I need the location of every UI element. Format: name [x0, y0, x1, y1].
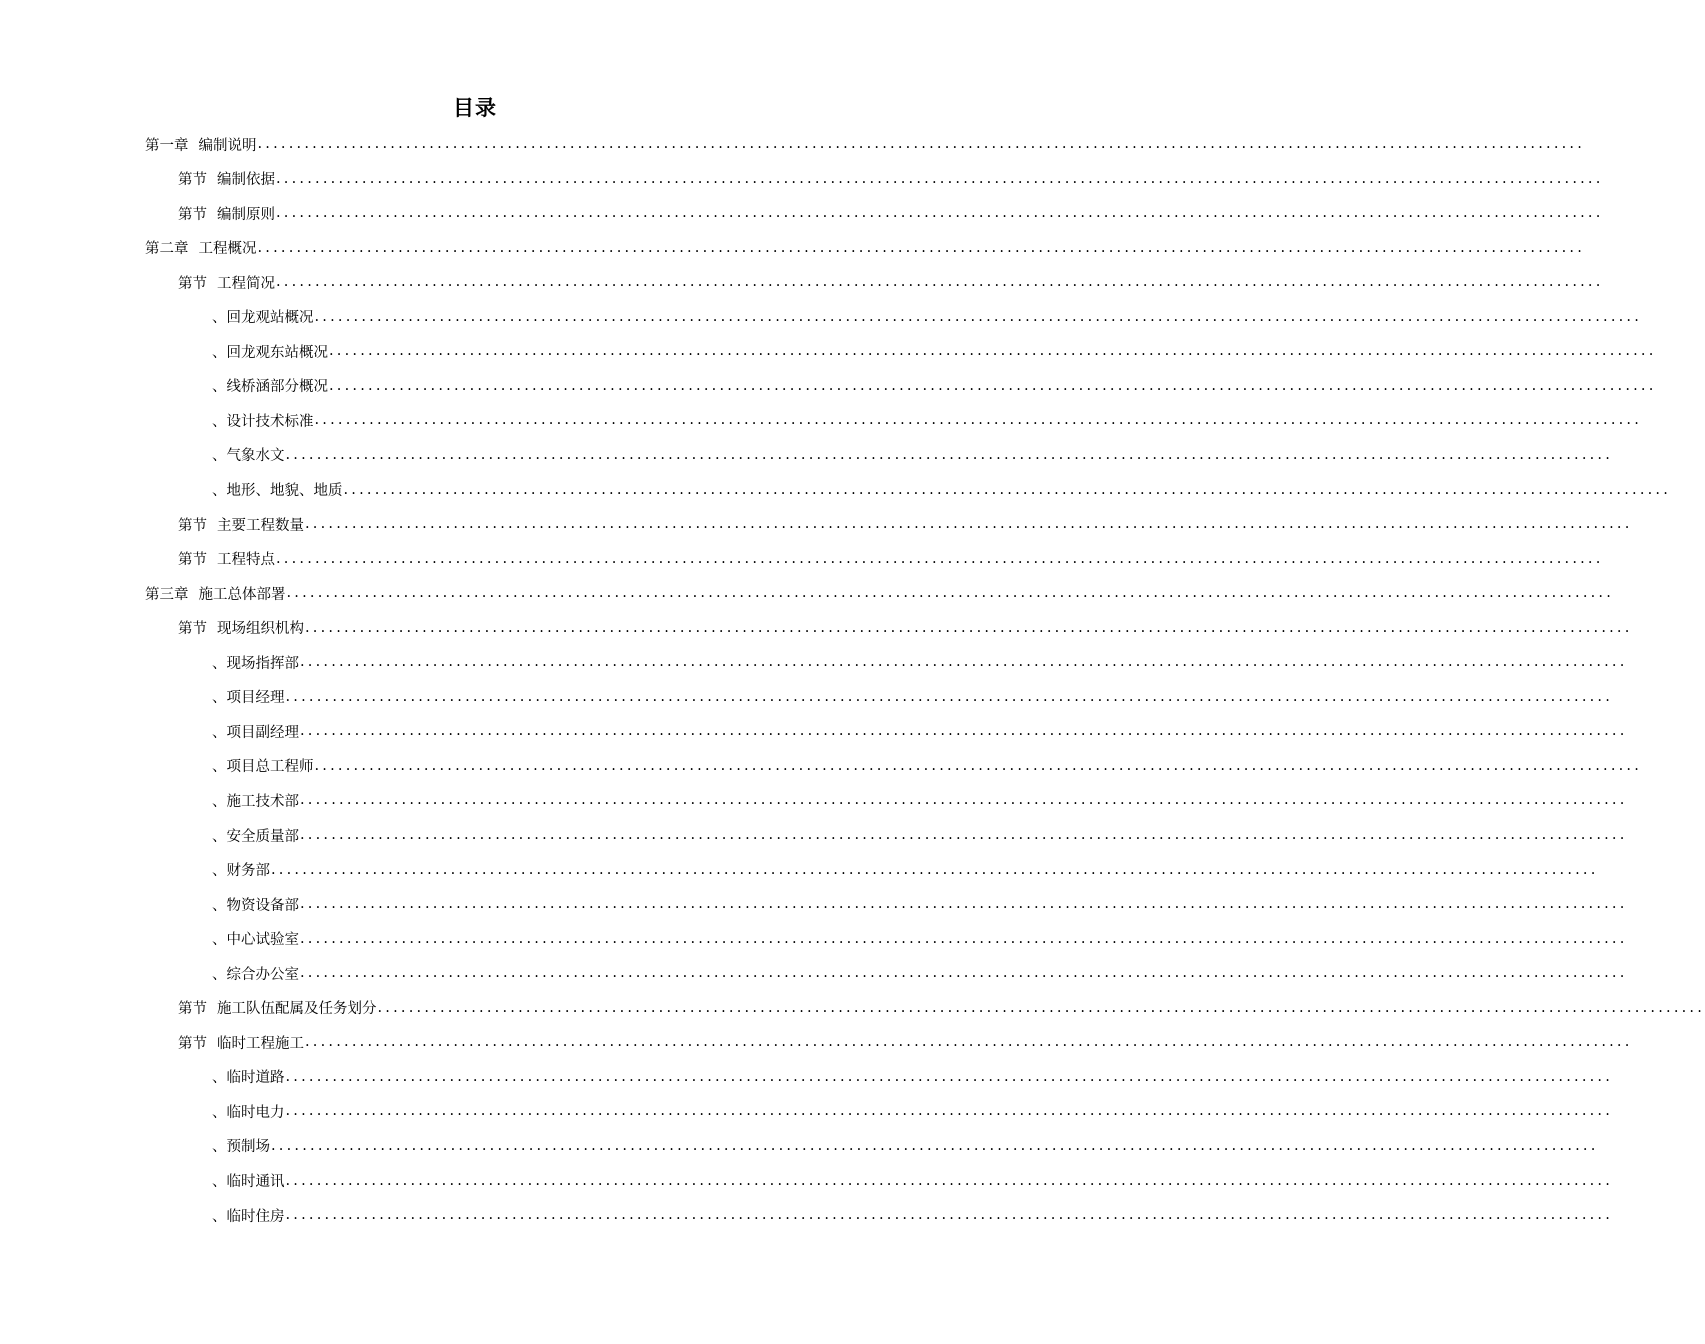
- toc-entry-number: 、: [212, 793, 227, 810]
- toc-dot-leader: ..........................................................................................................................................................................: [271, 1137, 1599, 1154]
- toc-entry[interactable]: [178, 507, 1633, 541]
- toc-entry[interactable]: [178, 991, 1705, 1025]
- toc-dot-leader: ..........................................................................................................................................................................: [314, 757, 1643, 774]
- toc-entry-number: 、: [212, 1070, 227, 1087]
- toc-entry[interactable]: [212, 922, 1628, 956]
- toc-entry[interactable]: [145, 576, 1615, 610]
- toc-entry[interactable]: [178, 265, 1604, 299]
- toc-dot-leader: ..........................................................................................................................................................................: [300, 965, 1628, 982]
- toc-entry[interactable]: [212, 473, 1672, 507]
- toc-entry-title: 临时通讯: [226, 1174, 285, 1190]
- toc-entry-title: 施工总体部署: [198, 586, 286, 603]
- toc-entry-title: 施工队伍配属及任务划分: [217, 1001, 377, 1018]
- toc-entry-number: 第节: [178, 517, 207, 534]
- toc-dot-leader: ..........................................................................................................................................................................: [300, 654, 1628, 671]
- toc-entry-number: 第二章: [145, 241, 189, 258]
- toc-entry-title: 项目副经理: [226, 724, 299, 741]
- toc-entry-title: 中心试验室: [226, 932, 299, 949]
- toc-entry[interactable]: [212, 438, 1614, 472]
- toc-entry-title: 气象水文: [226, 448, 285, 465]
- toc-dot-leader: ..........................................................................................................................................................................: [329, 343, 1657, 360]
- toc-entry-title: 设计技术标准: [226, 413, 314, 430]
- toc-entry-title: 临时住房: [226, 1208, 285, 1225]
- toc-entry-number: 第节: [178, 1035, 207, 1052]
- toc-dot-leader: ..........................................................................................................................................................................: [271, 861, 1599, 878]
- toc-dot-leader: ..........................................................................................................................................................................: [276, 550, 1604, 567]
- toc-entry[interactable]: [212, 369, 1657, 403]
- toc-entry[interactable]: [212, 956, 1628, 990]
- toc-dot-leader: ..........................................................................................................................................................................: [285, 1207, 1614, 1224]
- toc-dot-leader: ..........................................................................................................................................................................: [305, 516, 1633, 533]
- toc-entry-number: 、: [212, 897, 227, 914]
- toc-entry[interactable]: [212, 403, 1643, 437]
- toc-entry-title: 现场组织机构: [217, 621, 304, 638]
- toc-dot-leader: ..........................................................................................................................................................................: [285, 688, 1614, 705]
- toc-entry[interactable]: [212, 680, 1614, 714]
- toc-dot-leader: ..........................................................................................................................................................................: [257, 136, 1586, 152]
- toc-entry-number: 、: [212, 483, 227, 499]
- toc-entry-title: 编制说明: [198, 137, 257, 154]
- toc-dot-leader: ..........................................................................................................................................................................: [285, 446, 1614, 463]
- toc-entry-title: 安全质量部: [226, 828, 299, 845]
- toc-entry-title: 财务部: [226, 863, 270, 880]
- toc-dot-leader: ..........................................................................................................................................................................: [305, 619, 1633, 636]
- toc-entry-number: 第节: [178, 172, 207, 189]
- toc-entry[interactable]: [212, 818, 1628, 852]
- toc-entry[interactable]: [212, 334, 1657, 368]
- toc-entry-number: 、: [212, 724, 227, 741]
- toc-entry-title: 临时电力: [226, 1104, 285, 1121]
- toc-dot-leader: ..........................................................................................................................................................................: [285, 1068, 1614, 1085]
- toc-entry-number: 第节: [178, 1001, 207, 1018]
- toc-dot-leader: ..........................................................................................................................................................................: [329, 377, 1657, 394]
- toc-entry-number: 、: [212, 448, 227, 465]
- toc-entry-number: 、: [212, 932, 227, 949]
- toc-entry[interactable]: [212, 1060, 1614, 1094]
- toc-entry-number: 第节: [178, 552, 207, 569]
- toc-entry-title: 编制原则: [217, 206, 275, 223]
- toc-entry-title: 回龙观站概况: [226, 310, 314, 327]
- toc-dot-leader: ..........................................................................................................................................................................: [285, 1103, 1614, 1120]
- page-title: 目录: [453, 96, 497, 120]
- toc-entry-number: 第节: [178, 206, 207, 223]
- toc-dot-leader: ..........................................................................................................................................................................: [276, 274, 1604, 291]
- toc-entry-title: 编制依据: [217, 172, 275, 189]
- toc-dot-leader: ..........................................................................................................................................................................: [300, 930, 1628, 947]
- toc-entry[interactable]: [212, 1164, 1614, 1198]
- toc-entry-title: 线桥涵部分概况: [226, 379, 328, 396]
- toc-entry-number: 、: [212, 690, 227, 707]
- toc-entry-number: 、: [212, 828, 227, 845]
- toc-dot-leader: ..........................................................................................................................................................................: [286, 585, 1615, 602]
- toc-entry-number: 、: [212, 1208, 227, 1225]
- toc-entry-number: 第节: [178, 275, 207, 292]
- toc-entry-number: 、: [212, 379, 227, 396]
- toc-entry-title: 项目经理: [226, 690, 285, 707]
- toc-entry[interactable]: [178, 162, 1604, 196]
- toc-entry-title: 施工技术部: [226, 793, 299, 810]
- toc-entry-title: 工程特点: [217, 552, 275, 569]
- toc-entry[interactable]: [212, 714, 1628, 748]
- toc-entry[interactable]: [178, 1025, 1633, 1059]
- toc-entry-number: 、: [212, 759, 227, 776]
- toc-dot-leader: ..........................................................................................................................................................................: [285, 1172, 1614, 1189]
- toc-entry[interactable]: [212, 1198, 1614, 1232]
- toc-entry-number: 、: [212, 1104, 227, 1121]
- toc-entry-title: 项目总工程师: [226, 759, 314, 776]
- toc-entry[interactable]: [212, 853, 1599, 887]
- toc-entry-number: 第节: [178, 621, 207, 638]
- toc-entry-title: 工程简况: [217, 275, 275, 292]
- toc-entry[interactable]: [212, 749, 1643, 783]
- toc-entry-title: 主要工程数量: [217, 517, 304, 534]
- toc-entry-number: 、: [212, 413, 227, 430]
- toc-dot-leader: ..........................................................................................................................................................................: [300, 827, 1628, 843]
- toc-entry-title: 临时工程施工: [217, 1035, 304, 1052]
- toc-entry[interactable]: [145, 231, 1586, 265]
- toc-entry-number: 、: [212, 1139, 227, 1156]
- toc-dot-leader: ..........................................................................................................................................................................: [314, 412, 1643, 429]
- toc-entry-number: 、: [212, 1174, 227, 1190]
- toc-entry[interactable]: [145, 127, 1586, 161]
- toc-entry-number: 第三章: [145, 586, 189, 603]
- toc-entry-number: 、: [212, 655, 227, 672]
- toc-entry[interactable]: [212, 645, 1628, 679]
- toc-dot-leader: ..........................................................................................................................................................................: [300, 792, 1628, 809]
- toc-dot-leader: ..........................................................................................................................................................................: [300, 723, 1628, 740]
- toc-entry[interactable]: [212, 1094, 1614, 1128]
- toc-entry-title: 临时道路: [226, 1070, 285, 1087]
- toc-dot-leader: ..........................................................................................................................................................................: [276, 205, 1604, 222]
- toc-entry-title: 物资设备部: [226, 897, 299, 914]
- toc-dot-leader: ..........................................................................................................................................................................: [314, 308, 1643, 325]
- toc-entry[interactable]: [212, 300, 1643, 334]
- toc-entry-number: 第一章: [145, 137, 189, 154]
- toc-entry-number: 、: [212, 344, 227, 361]
- toc-entry[interactable]: [212, 1129, 1599, 1163]
- toc-dot-leader: ..........................................................................................................................................................................: [377, 999, 1705, 1016]
- toc-entry-title: 工程概况: [198, 241, 257, 258]
- toc-entry[interactable]: [178, 196, 1604, 230]
- toc-entry-number: 、: [212, 966, 227, 983]
- toc-entry[interactable]: [178, 611, 1633, 645]
- toc-entry-title: 回龙观东站概况: [226, 344, 328, 361]
- toc-entry-number: 、: [212, 863, 227, 880]
- toc-entry-title: 预制场: [226, 1139, 270, 1156]
- toc-entry-number: 、: [212, 310, 227, 327]
- toc-entry[interactable]: [212, 783, 1628, 817]
- toc-entry-title: 综合办公室: [226, 966, 299, 983]
- toc-dot-leader: ..........................................................................................................................................................................: [343, 481, 1672, 498]
- toc-dot-leader: ..........................................................................................................................................................................: [257, 239, 1586, 256]
- toc-dot-leader: ..........................................................................................................................................................................: [300, 896, 1628, 913]
- toc-entry-title: 地形、地貌、地质: [226, 483, 343, 499]
- toc-dot-leader: ..........................................................................................................................................................................: [305, 1034, 1633, 1051]
- toc-entry[interactable]: [178, 542, 1604, 576]
- toc-entry[interactable]: [212, 887, 1628, 921]
- toc-entry-title: 现场指挥部: [226, 655, 299, 672]
- toc-dot-leader: ..........................................................................................................................................................................: [276, 170, 1604, 187]
